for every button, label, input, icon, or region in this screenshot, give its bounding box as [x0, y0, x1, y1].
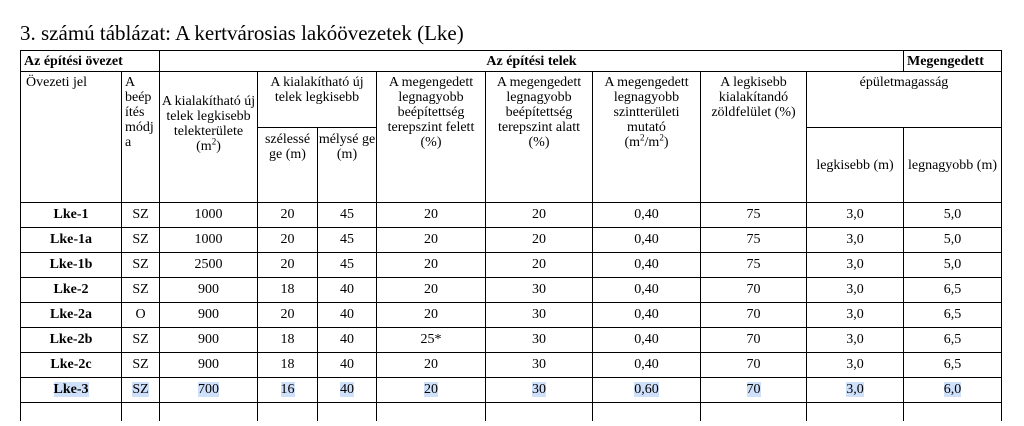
- col-height-max: legnagyobb (m): [904, 128, 1002, 203]
- cell-ratio: 0,40: [593, 203, 701, 228]
- cell-depth: 40: [318, 303, 377, 328]
- cell-ratio: 0,40: [593, 328, 701, 353]
- cell-mode: SZ: [122, 203, 160, 228]
- cell-above: [377, 378, 486, 403]
- col-min-area-sup: 2: [211, 136, 217, 147]
- cell-green: 70: [701, 303, 807, 328]
- cell-hmin: [807, 378, 904, 403]
- cell-hmax: 6,5: [904, 353, 1002, 378]
- cell-hmax: 5,0: [904, 228, 1002, 253]
- cell-above: 20: [377, 228, 486, 253]
- cell-below: 30: [486, 353, 593, 378]
- cell-code: Lke-1b: [21, 253, 122, 278]
- highlight-below: 30: [532, 382, 546, 397]
- table-row: [21, 253, 1002, 278]
- cell-code: Lke-2c: [21, 353, 122, 378]
- cell-above: 20: [377, 203, 486, 228]
- col-max-below: A megengedett legnagyobb beépítettség terepszint alatt (%): [486, 72, 593, 203]
- cell-mode: [122, 378, 160, 403]
- cell-hmax: 6,5: [904, 278, 1002, 303]
- cell-depth: 45: [318, 228, 377, 253]
- highlight-green: 70: [746, 382, 761, 397]
- cell-area: 900: [160, 278, 258, 303]
- cell-green: 70: [701, 353, 807, 378]
- col-depth: mélysé ge (m): [318, 128, 377, 203]
- cell-above: 20: [377, 253, 486, 278]
- col-min-area-line1: A kialakítható új: [161, 94, 256, 109]
- cell-below: 20: [486, 203, 593, 228]
- cell-area: 1000: [160, 228, 258, 253]
- cell-mode: SZ: [122, 353, 160, 378]
- cell-depth: 45: [318, 253, 377, 278]
- table-row: [21, 278, 1002, 303]
- cell-depth: 40: [318, 328, 377, 353]
- cell-below: 30: [486, 328, 593, 353]
- cell-above: 25*: [377, 328, 486, 353]
- col-green: A legkisebb kialakítandó zöldfelület (%): [701, 72, 807, 203]
- cell-ratio: 0,40: [593, 228, 701, 253]
- table-row-cutoff: [21, 403, 1002, 422]
- cell-hmin: 3,0: [807, 203, 904, 228]
- cell-mode: SZ: [122, 278, 160, 303]
- col-floor-ratio-a: (m: [624, 135, 641, 150]
- zoning-table: [20, 50, 1002, 421]
- cell-hmax: 6,5: [904, 303, 1002, 328]
- cell-area: 900: [160, 353, 258, 378]
- highlight-above: 20: [424, 382, 438, 397]
- cell-hmax: 5,0: [904, 203, 1002, 228]
- group-plot-header: Az építési telek: [160, 51, 904, 72]
- header-row-columns: [21, 72, 1002, 128]
- cell-area: 2500: [160, 253, 258, 278]
- table-row: [21, 303, 1002, 328]
- col-build-mode: A beép ítés módj a: [122, 72, 160, 203]
- cell-below: 30: [486, 278, 593, 303]
- highlight-code: Lke-3: [53, 382, 89, 397]
- highlight-area: 700: [198, 382, 219, 397]
- cell-mode: SZ: [122, 253, 160, 278]
- highlight-hmax: 6,0: [943, 382, 962, 397]
- cell-depth: 45: [318, 203, 377, 228]
- col-height: épületmagasság: [807, 72, 1002, 128]
- cell-code: Lke-2: [21, 278, 122, 303]
- cell-code: Lke-2b: [21, 328, 122, 353]
- table-title: 3. számú táblázat: A kertvárosias lakóövezetek (Lke): [20, 21, 464, 45]
- highlight-hmin: 3,0: [846, 382, 864, 397]
- cell-width: [258, 378, 318, 403]
- cell-ratio: 0,40: [593, 253, 701, 278]
- cell-hmin: 3,0: [807, 328, 904, 353]
- group-zone-header: Az építési övezet: [21, 51, 160, 72]
- cell-below: 30: [486, 303, 593, 328]
- cell-green: 75: [701, 228, 807, 253]
- cell-green: 70: [701, 328, 807, 353]
- cell-below: [486, 378, 593, 403]
- cell-area: 900: [160, 303, 258, 328]
- cell-green: 70: [701, 278, 807, 303]
- table-row: [21, 203, 1002, 228]
- cell-depth: 40: [318, 278, 377, 303]
- cell-code: Lke-1: [21, 203, 122, 228]
- cell-hmax: 5,0: [904, 253, 1002, 278]
- cell-ratio: 0,40: [593, 303, 701, 328]
- cell-width: 20: [258, 303, 318, 328]
- col-width: szélessé ge (m): [258, 128, 318, 203]
- col-min-area: [160, 72, 258, 203]
- cell-green: 75: [701, 203, 807, 228]
- cell-hmin: 3,0: [807, 278, 904, 303]
- cell-depth: [318, 378, 377, 403]
- col-zone-code: Övezeti jel: [21, 72, 122, 203]
- header-row-groups: [21, 51, 1002, 72]
- table-row: [21, 328, 1002, 353]
- col-floor-ratio-line1: A megengedett legnagyobb szintterületi mutató: [604, 75, 689, 135]
- cell-width: 18: [258, 328, 318, 353]
- cell-hmin: 3,0: [807, 303, 904, 328]
- cell-below: 20: [486, 228, 593, 253]
- cell-ratio: 0,40: [593, 353, 701, 378]
- cell-ratio: [593, 378, 701, 403]
- highlight-depth: 40: [340, 382, 354, 397]
- cell-hmax: [904, 378, 1002, 403]
- cell-above: 20: [377, 303, 486, 328]
- cell-above: 20: [377, 278, 486, 303]
- table-row-selected: [21, 378, 1002, 403]
- cell-hmin: 3,0: [807, 228, 904, 253]
- cell-mode: O: [122, 303, 160, 328]
- cell-green: 75: [701, 253, 807, 278]
- cell-green: [701, 378, 807, 403]
- col-height-min: legkisebb (m): [807, 128, 904, 203]
- col-max-above: A megengedett legnagyobb beépítettség terepszint felett (%): [377, 72, 486, 203]
- cell-width: 20: [258, 228, 318, 253]
- cell-mode: SZ: [122, 328, 160, 353]
- cell-mode: SZ: [122, 228, 160, 253]
- cell-width: 18: [258, 353, 318, 378]
- cell-hmin: 3,0: [807, 353, 904, 378]
- highlight-ratio: 0,60: [634, 382, 659, 397]
- cell-area: 1000: [160, 203, 258, 228]
- table-row: [21, 353, 1002, 378]
- col-floor-ratio: [593, 72, 701, 203]
- cell-width: 20: [258, 203, 318, 228]
- cell-code: Lke-2a: [21, 303, 122, 328]
- cell-code: [21, 378, 122, 403]
- cell-below: 20: [486, 253, 593, 278]
- cell-depth: 40: [318, 353, 377, 378]
- col-min-area-line2: telek legkisebb telekterülete (m: [166, 109, 251, 154]
- cell-code: Lke-1a: [21, 228, 122, 253]
- cell-ratio: 0,40: [593, 278, 701, 303]
- col-floor-ratio-b: /m: [644, 135, 660, 150]
- group-allowed-header: Megengedett: [904, 51, 1002, 72]
- highlight-width: 16: [280, 382, 295, 397]
- col-floor-ratio-c: ): [663, 135, 669, 150]
- cell-area: 900: [160, 328, 258, 353]
- col-floor-ratio-sup2: 2: [659, 132, 664, 143]
- highlight-mode: SZ: [132, 382, 149, 397]
- cell-above: 20: [377, 353, 486, 378]
- col-min-area-end: ): [216, 139, 221, 154]
- table-row: [21, 228, 1002, 253]
- col-new-plot-min: A kialakítható új telek legkisebb: [258, 72, 377, 128]
- cell-area: [160, 378, 258, 403]
- cell-hmin: 3,0: [807, 253, 904, 278]
- cell-width: 18: [258, 278, 318, 303]
- cell-width: 20: [258, 253, 318, 278]
- cell-hmax: 6,5: [904, 328, 1002, 353]
- col-floor-ratio-sup1: 2: [640, 132, 645, 143]
